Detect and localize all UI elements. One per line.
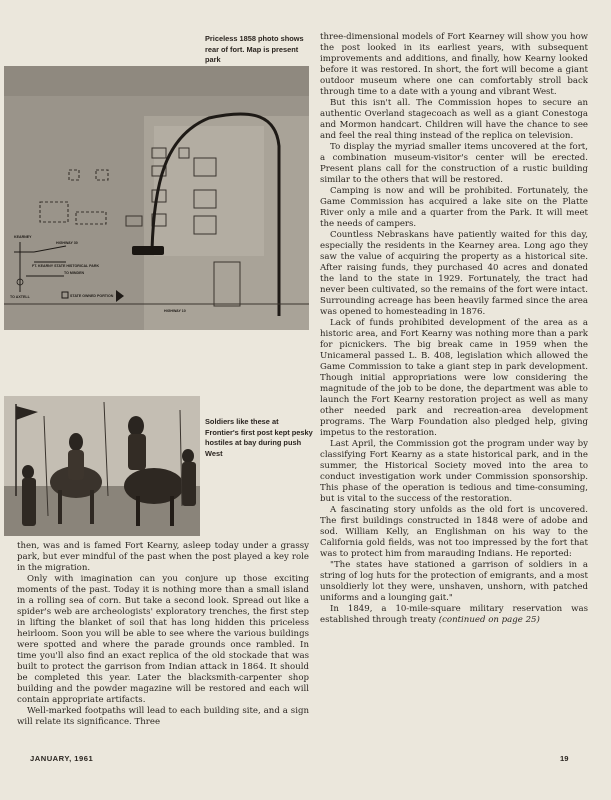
aerial-map-graphic: [4, 66, 309, 330]
final-paragraph-text: In 1849, a 10-mile-square military reservation was established through treaty: [320, 604, 588, 625]
page-number: 19: [560, 754, 569, 763]
map-label-fort-kearny-park: FT. KEARNY STATE HISTORICAL PARK: [32, 264, 100, 268]
right-paragraph: Last April, the Commission got the program under way by classifying Fort Kearny as a state historical park, and in the summer, the Historical Society moved into the area to conduct investigation work under Commission sponsorship. This phase of the operation is tedious and time-consuming, but is vital to the success of the restoration.: [320, 439, 588, 504]
kelly-quote-paragraph: "The states have stationed a garrison of soldiers in a string of log huts for the protection of emigrants, and a most unsoldierly lot they were, unshaven, unshorn, with patched uniforms and a lounging gait.": [320, 560, 588, 603]
issue-date: JANUARY, 1961: [30, 754, 94, 763]
right-paragraph: But this isn't all. The Commission hopes to secure an authentic Overland stagecoach as well as a giant Conestoga and Mormon handcart. Children will have the chance to see and feel the real thing instead of the replica on television.: [320, 98, 588, 141]
left-paragraph: Only with imagination can you conjure up those exciting moments of the past. Today it is nothing more than a small island in a rolling sea of corn. But take a second look. Spread out like a spider's web are archeologists' exploratory trenches, the first step in lifting the blanket of soil that has long hidden this priceless heirloom. Soon you will be able to see where the various buildings were spotted and where the parade grounds once rambled. In time you'll also find an exact replica of the old stockade that was built to protect the garrison from Indian attack in 1864. It should be completed this year. Later the blacksmith-carpenter shop building and the powder magazine will be restored and each will contain appropriate artifacts.: [17, 574, 309, 705]
map-label-highway-10: HIGHWAY 10: [164, 309, 186, 313]
map-label-state-owned-portion: STATE OWNED PORTION: [70, 294, 114, 298]
right-paragraph-continued: [320, 604, 588, 626]
map-label-kearney: KEARNEY: [14, 235, 32, 239]
right-paragraph: Countless Nebraskans have patiently waited for this day, especially the residents in the Kearney area. Long ago they saw the value of acquiring the property as a historical site. After raising funds, they purchased 40 acres and donated the land to the state in 1929. Fortunately, the tract had never been cultivated, so the remains of the fort were intact. Surrounding acreage has been heavily farmed since the area was opened to homesteading in 1876.: [320, 230, 588, 317]
map-label-to-minden: TO MINDEN: [64, 271, 85, 275]
right-paragraph: To display the myriad smaller items uncovered at the fort, a combination museum-visitor's center will be erected. Present plans call for the construction of a rustic building similar to the others that will be restored.: [320, 142, 588, 185]
map-label-to-axtell: TO AXTELL: [10, 295, 30, 299]
right-column-text: [320, 32, 588, 626]
soldiers-photo-caption: Soldiers like these at Frontier's first post kept pesky hostiles at bay during push West: [205, 417, 313, 458]
soldiers-graphic: [4, 396, 200, 536]
left-paragraph: then, was and is famed Fort Kearny, asleep today under a grassy park, but ever mindful of the past when the post played a key role in the migration.: [17, 541, 309, 573]
right-paragraph: A fascinating story unfolds as the old fort is uncovered. The first buildings constructed in 1848 were of adobe and sod. William Kelly, an Englishman on his way to the California gold fields, was not too impressed by the fort that was to protect him from marauding Indians. He reported:: [320, 505, 588, 559]
left-paragraph: Well-marked footpaths will lead to each building site, and a sign will relate its significance. Three: [17, 706, 309, 727]
right-paragraph: Lack of funds prohibited development of the area as a historic area, and Fort Kearny was nothing more than a park for picnickers. The big break came in 1959 when the Unicameral passed L. B. 408, legislation which allowed the Game Commission to take a giant step in park development. Though initial appropriations were low considering the magnitude of the job to be done, the department was able to launch the Fort Kearny restoration project as well as many other needed park and recreation-area development programs. The Warp Foundation also pledged help, giving impetus to the restoration.: [320, 318, 588, 438]
right-paragraph: three-dimensional models of Fort Kearney will show you how the post looked in its earliest years, with subsequent improvements and additions, and finally, how Kearny looked before it was restored. In short, the fort will become a giant outdoor museum where one can comfortably stroll back through time to a date with a young and vibrant West.: [320, 32, 588, 97]
left-column-text: [17, 541, 309, 728]
map-label-highway-30: HIGHWAY 30: [56, 241, 78, 245]
map-photo-caption: Priceless 1858 photo shows rear of fort. Map is present park: [205, 34, 304, 64]
continued-on-page-note: (continued on page 25): [438, 615, 540, 625]
soldiers-illustration: [4, 396, 200, 536]
right-paragraph: Camping is now and will be prohibited. Fortunately, the Game Commission has acquired a lake site on the Platte River only a mile and a quarter from the Park. It will meet the needs of campers.: [320, 186, 588, 229]
fort-aerial-photo-with-map: [4, 66, 309, 330]
